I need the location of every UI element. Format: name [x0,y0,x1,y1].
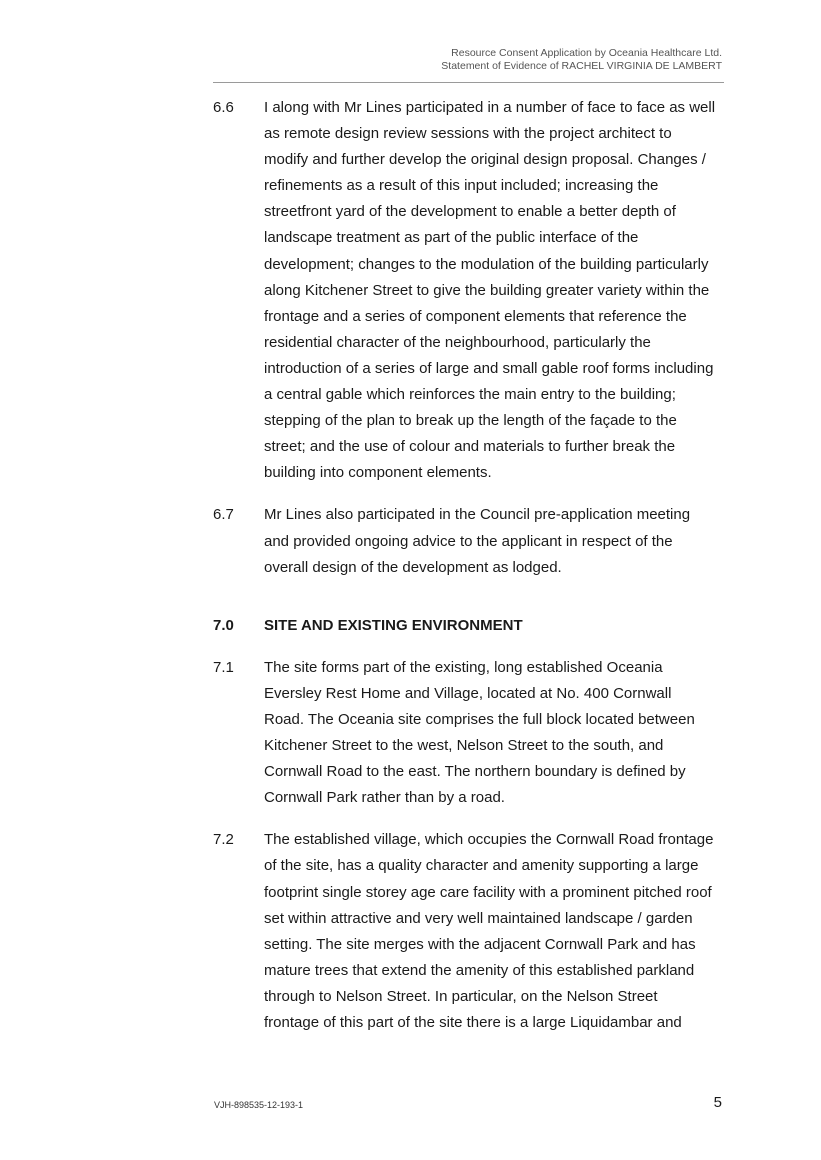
paragraph-number: 7.2 [213,831,234,849]
text-line: The established village, which occupies the Cornwall Road frontage [264,831,714,849]
text-line: Kitchener Street to the west, Nelson Street to the south, and [264,737,664,755]
text-line: Eversley Rest Home and Village, located at No. 400 Cornwall [264,684,672,702]
text-line: mature trees that extend the amenity of this established parkland [264,961,695,979]
paragraph-text [264,655,726,812]
text-line: set within attractive and very well maintained landscape / garden [264,909,693,927]
paragraph-text [264,827,726,1036]
paragraph-7-2 [213,827,733,1036]
text-line: modify and further develop the original design proposal. Changes / [264,151,706,169]
text-line: street; and the use of colour and materials to further break the [264,438,676,456]
page-number: 5 [713,1094,722,1111]
text-line: a central gable which reinforces the main entry to the building; [264,386,676,404]
section-title: SITE AND EXISTING ENVIRONMENT [264,616,523,634]
text-line: development; changes to the modulation of the building particularly [264,255,709,273]
text-line: Cornwall Road to the east. The northern boundary is defined by [264,763,686,781]
paragraph-7-1 [213,655,733,812]
text-line: frontage of this part of the site there is a large Liquidambar and [264,1014,682,1031]
text-line: as remote design review sessions with the project architect to [264,125,672,143]
paragraph-6-7 [213,502,733,580]
text-line: along Kitchener Street to give the building greater variety within the [264,281,710,299]
text-line: streetfront yard of the development to enable a better depth of [264,203,676,221]
text-line: Cornwall Park rather than by a road. [264,789,505,807]
document-reference: VJH-898535-12-193-1 [214,1100,304,1110]
header-line-2: Statement of Evidence of RACHEL VIRGINIA DE LAMBERT [441,60,722,72]
text-line: introduction of a series of large and small gable roof forms including [264,359,714,377]
text-line: landscape treatment as part of the public interface of the [264,229,639,247]
text-line: refinements as a result of this input included; increasing the [264,177,659,195]
text-line: I along with Mr Lines participated in a number of face to face as well [264,99,716,116]
section-number: 7.0 [213,616,234,634]
paragraph-number: 7.1 [213,658,234,676]
text-line: and provided ongoing advice to the applicant in respect of the [264,532,673,550]
text-line: footprint single storey age care facility with a prominent pitched roof [264,883,712,901]
paragraph-text [264,502,726,580]
paragraph-number: 6.7 [213,506,234,524]
text-line: overall design of the development as lodged. [264,558,562,576]
header-divider [213,82,724,83]
text-line: of the site, has a quality character and amenity supporting a large [264,857,699,875]
header-line-1: Resource Consent Application by Oceania Healthcare Ltd. [451,47,722,59]
text-line: The site forms part of the existing, long established Oceania [264,658,663,676]
text-line: frontage and a series of component elements that reference the [264,307,687,325]
paragraph-6-6 [213,95,733,486]
text-line: stepping of the plan to break up the length of the façade to the [264,412,677,430]
text-line: Road. The Oceania site comprises the full block located between [264,710,695,728]
paragraph-number: 6.6 [213,99,234,116]
document-body [213,95,733,1052]
paragraph-text [264,95,726,486]
text-line: setting. The site merges with the adjacent Cornwall Park and has [264,935,696,953]
running-header [213,47,722,73]
text-line: through to Nelson Street. In particular, on the Nelson Street [264,987,658,1005]
text-line: residential character of the neighbourhood, particularly the [264,333,651,351]
text-line: building into component elements. [264,464,492,482]
text-line: Mr Lines also participated in the Council pre-application meeting [264,506,691,524]
section-heading [213,613,733,639]
